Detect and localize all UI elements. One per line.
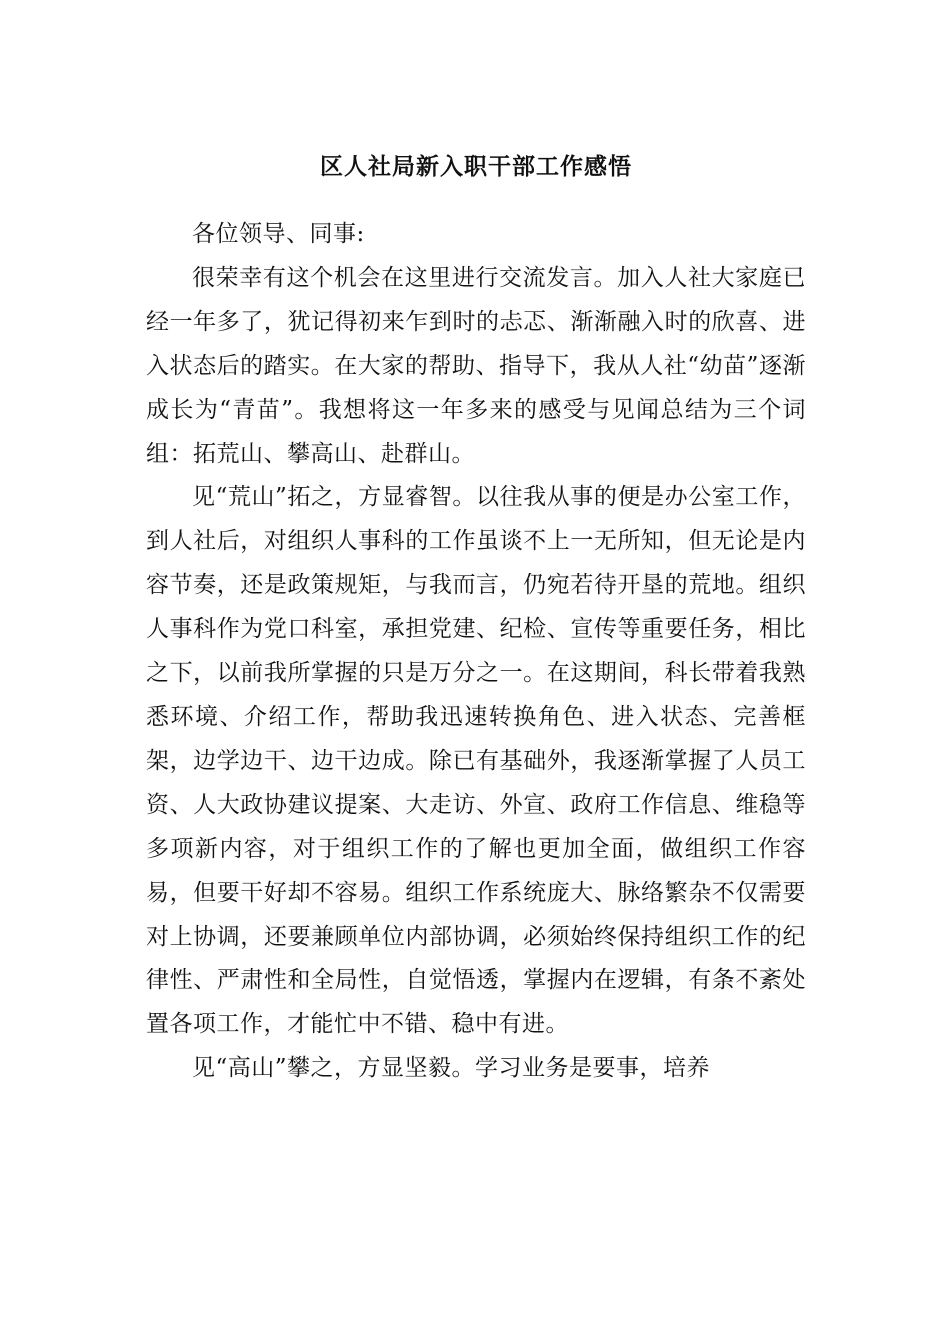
paragraph-high-mountain: 见“高山”攀之，方显坚毅。学习业务是要事，培养 [192,1055,711,1082]
paragraph-intro: 很荣幸有这个机会在这里进行交流发言。加入人社大家庭已经一年多了，犹记得初来乍到时的忐忑、渐渐融入时的欣喜、进入状态后的踏实。在大家的帮助、指导下，我从人社“幼苗”逐渐成长为“青苗”。我想将这一年多来的感受与见闻总结为三个词组：拓荒山、攀高山、赴群山。 [146,264,806,467]
document-title: 区人社局新入职干部工作感悟 [320,154,632,180]
paragraph-wasteland: 见“荒山”拓之，方显睿智。以往我从事的便是办公室工作，到人社后，对组织人事科的工作虽谈不上一无所知，但无论是内容节奏，还是政策规矩，与我而言，仍宛若待开垦的荒地。组织人事科作为党口科室，承担党建、纪检、宣传等重要任务，相比之下，以前我所掌握的只是万分之一。在这期间，科长带着我熟悉环境、介绍工作，帮助我迅速转换角色、进入状态、完善框架，边学边干、边干边成。除已有基础外，我逐渐掌握了人员工资、人大政协建议提案、大走访、外宣、政府工作信息、维稳等多项新内容，对于组织工作的了解也更加全面，做组织工作容易，但要干好却不容易。组织工作系统庞大、脉络繁杂不仅需要对上协调，还要兼顾单位内部协调，必须始终保持组织工作的纪律性、严肃性和全局性，自觉悟透，掌握内在逻辑，有条不紊处置各项工作，才能忙中不错、稳中有进。 [146,484,806,1038]
document-body [146,143,806,1091]
salutation: 各位领导、同事: [192,221,365,247]
